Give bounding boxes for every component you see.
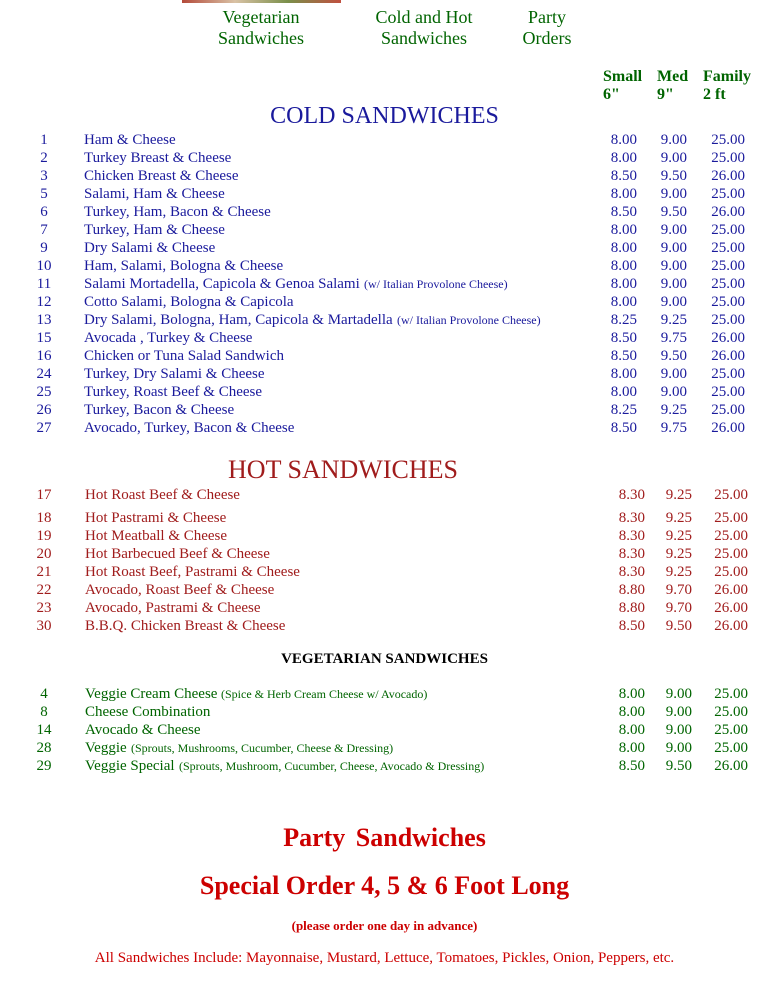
price-med: 9.00	[665, 722, 692, 738]
price-med: 9.00	[660, 366, 687, 382]
price-family: 26.00	[714, 758, 748, 774]
price-family: 25.00	[711, 222, 745, 238]
nav-cold-hot-line2: Sandwiches	[381, 28, 467, 48]
item-name: Avocado, Pastrami & Cheese	[85, 600, 261, 616]
item-number: 29	[36, 758, 52, 774]
item-name: Turkey Breast & Cheese	[84, 150, 232, 166]
menu-item-row	[0, 617, 769, 635]
item-number: 20	[36, 546, 52, 562]
item-number: 9	[40, 240, 48, 256]
menu-item-row	[0, 221, 769, 239]
item-number: 8	[40, 704, 48, 720]
item-number: 10	[36, 258, 52, 274]
item-note: (w/ Italian Provolone Cheese)	[364, 277, 508, 291]
price-small: 8.00	[610, 258, 637, 274]
special-order-heading: Special Order 4, 5 & 6 Foot Long	[199, 871, 570, 900]
menu-item-row	[0, 275, 769, 293]
price-family: 25.00	[711, 312, 745, 328]
item-name: Dry Salami, Bologna, Ham, Capicola & Martadella	[84, 312, 393, 328]
size-small-label: Small	[603, 68, 643, 85]
price-med: 9.00	[660, 132, 687, 148]
item-name: Avocado, Roast Beef & Cheese	[85, 582, 275, 598]
menu-item-row	[0, 347, 769, 365]
item-name: Hot Roast Beef & Cheese	[85, 487, 240, 503]
item-number: 7	[40, 222, 48, 238]
price-med: 9.50	[660, 168, 687, 184]
menu-item-row	[0, 509, 769, 527]
item-name: Salami Mortadella, Capicola & Genoa Salami	[84, 276, 360, 292]
menu-item-row	[0, 486, 769, 504]
menu-item-row	[0, 293, 769, 311]
item-name: Avocada , Turkey & Cheese	[84, 330, 253, 346]
item-name: Avocado, Turkey, Bacon & Cheese	[84, 420, 295, 436]
price-small: 8.00	[610, 240, 637, 256]
price-med: 9.50	[660, 348, 687, 364]
item-number: 1	[40, 132, 48, 148]
price-med: 9.00	[660, 240, 687, 256]
price-med: 9.25	[665, 510, 692, 526]
price-family: 25.00	[711, 402, 745, 418]
hot-section-title: HOT SANDWICHES	[228, 455, 458, 484]
menu-item-row	[0, 685, 769, 703]
item-number: 23	[36, 600, 52, 616]
size-family-value: 2 ft	[703, 86, 726, 103]
item-name: Cheese Combination	[85, 704, 211, 720]
price-family: 25.00	[711, 240, 745, 256]
size-header-med	[657, 68, 688, 104]
item-name: Turkey, Ham, Bacon & Cheese	[84, 204, 271, 220]
size-header-family	[703, 68, 751, 104]
size-small-value: 6"	[603, 86, 620, 103]
price-med: 9.25	[665, 564, 692, 580]
price-small: 8.50	[610, 420, 637, 436]
price-small: 8.00	[618, 704, 645, 720]
price-family: 25.00	[711, 132, 745, 148]
item-note: (Sprouts, Mushrooms, Cucumber, Cheese & Dressing)	[131, 741, 394, 755]
price-family: 25.00	[711, 276, 745, 292]
price-small: 8.50	[610, 204, 637, 220]
sandwich-includes-note: All Sandwiches Include: Mayonnaise, Mustard, Lettuce, Tomatoes, Pickles, Onion, Peppers, etc.	[94, 950, 675, 966]
item-name: Chicken Breast & Cheese	[84, 168, 239, 184]
item-number: 17	[36, 487, 52, 503]
price-med: 9.25	[660, 402, 687, 418]
item-name: Turkey, Dry Salami & Cheese	[84, 366, 265, 382]
price-family: 25.00	[711, 150, 745, 166]
menu-item-row	[0, 257, 769, 275]
menu-item-row	[0, 527, 769, 545]
item-name: Ham & Cheese	[84, 132, 176, 148]
item-number: 19	[36, 528, 52, 544]
item-number: 18	[36, 510, 52, 526]
price-small: 8.00	[618, 686, 645, 702]
price-family: 26.00	[714, 600, 748, 616]
item-name: Ham, Salami, Bologna & Cheese	[84, 258, 284, 274]
price-med: 9.00	[660, 276, 687, 292]
menu-item-row	[0, 563, 769, 581]
price-small: 8.80	[618, 582, 645, 598]
item-note: (w/ Italian Provolone Cheese)	[397, 313, 541, 327]
menu-item-row	[0, 329, 769, 347]
price-family: 25.00	[711, 384, 745, 400]
item-name: Dry Salami & Cheese	[84, 240, 216, 256]
price-small: 8.00	[610, 294, 637, 310]
price-family: 26.00	[711, 348, 745, 364]
item-name: Veggie Special	[85, 758, 175, 774]
menu-item-row	[0, 149, 769, 167]
item-name: Turkey, Ham & Cheese	[84, 222, 225, 238]
size-med-value: 9"	[657, 86, 674, 103]
menu-item-row	[0, 167, 769, 185]
item-number: 5	[40, 186, 48, 202]
price-small: 8.25	[610, 312, 637, 328]
price-small: 8.50	[618, 758, 645, 774]
price-small: 8.25	[610, 402, 637, 418]
nav-cold-hot-link[interactable]	[355, 7, 493, 49]
price-small: 8.00	[610, 276, 637, 292]
item-name: Turkey, Bacon & Cheese	[84, 402, 235, 418]
price-family: 25.00	[714, 510, 748, 526]
menu-item-row	[0, 721, 769, 739]
price-small: 8.00	[618, 740, 645, 756]
item-name: Cotto Salami, Bologna & Capicola	[84, 294, 294, 310]
price-family: 25.00	[714, 487, 748, 503]
price-family: 25.00	[711, 186, 745, 202]
price-small: 8.00	[610, 222, 637, 238]
item-number: 16	[36, 348, 52, 364]
vegetarian-section-title: VEGETARIAN SANDWICHES	[281, 651, 488, 667]
price-small: 8.00	[610, 384, 637, 400]
menu-item-row	[0, 419, 769, 437]
price-small: 8.00	[618, 722, 645, 738]
price-small: 8.00	[610, 132, 637, 148]
size-family-label: Family	[703, 68, 751, 85]
nav-vegetarian-line1: Vegetarian	[222, 7, 300, 27]
menu-item-row	[0, 545, 769, 563]
price-med: 9.75	[660, 420, 687, 436]
price-med: 9.00	[665, 704, 692, 720]
price-med: 9.25	[660, 312, 687, 328]
menu-item-row	[0, 311, 769, 329]
item-number: 14	[36, 722, 52, 738]
price-med: 9.70	[665, 582, 692, 598]
item-name: Hot Meatball & Cheese	[85, 528, 228, 544]
price-family: 25.00	[714, 564, 748, 580]
menu-item-row	[0, 203, 769, 221]
price-small: 8.30	[618, 510, 645, 526]
item-number: 21	[36, 564, 52, 580]
price-small: 8.00	[610, 366, 637, 382]
price-family: 25.00	[714, 704, 748, 720]
item-number: 15	[36, 330, 52, 346]
menu-item-row	[0, 131, 769, 149]
price-med: 9.50	[665, 758, 692, 774]
party-sandwiches-title: Party Sandwiches	[283, 823, 486, 852]
item-note: (Spice & Herb Cream Cheese w/ Avocado)	[221, 687, 428, 701]
price-family: 26.00	[714, 582, 748, 598]
item-name: Hot Roast Beef, Pastrami & Cheese	[85, 564, 300, 580]
item-number: 11	[36, 276, 52, 292]
size-med-label: Med	[657, 68, 689, 85]
item-number: 12	[36, 294, 52, 310]
item-number: 28	[36, 740, 52, 756]
item-name: Veggie Cream Cheese	[85, 686, 218, 702]
price-small: 8.30	[618, 564, 645, 580]
price-med: 9.00	[665, 686, 692, 702]
menu-item-row	[0, 739, 769, 757]
price-med: 9.25	[665, 487, 692, 503]
price-med: 9.50	[660, 204, 687, 220]
item-number: 24	[36, 366, 52, 382]
item-number: 27	[36, 420, 52, 436]
nav-party-line2: Orders	[522, 28, 572, 48]
item-number: 4	[40, 686, 48, 702]
price-small: 8.50	[610, 348, 637, 364]
nav-party-line1: Party	[528, 7, 566, 27]
price-small: 8.50	[618, 618, 645, 634]
price-med: 9.70	[665, 600, 692, 616]
price-small: 8.30	[618, 528, 645, 544]
item-name: Hot Barbecued Beef & Cheese	[85, 546, 270, 562]
price-small: 8.30	[618, 546, 645, 562]
price-med: 9.50	[665, 618, 692, 634]
item-name: Turkey, Roast Beef & Cheese	[84, 384, 263, 400]
price-med: 9.25	[665, 546, 692, 562]
nav-vegetarian-line2: Sandwiches	[218, 28, 304, 48]
menu-item-row	[0, 239, 769, 257]
item-number: 25	[36, 384, 52, 400]
price-family: 26.00	[711, 330, 745, 346]
price-family: 25.00	[714, 546, 748, 562]
price-small: 8.50	[610, 168, 637, 184]
price-small: 8.50	[610, 330, 637, 346]
price-family: 25.00	[714, 686, 748, 702]
item-number: 26	[36, 402, 52, 418]
price-small: 8.30	[618, 487, 645, 503]
price-family: 25.00	[714, 740, 748, 756]
price-small: 8.00	[610, 150, 637, 166]
nav-cold-hot-line1: Cold and Hot	[375, 7, 473, 27]
sandwich-photo	[182, 0, 341, 3]
item-number: 2	[40, 150, 48, 166]
menu-item-row	[0, 703, 769, 721]
item-name: Chicken or Tuna Salad Sandwich	[84, 348, 284, 364]
item-name: Avocado & Cheese	[85, 722, 201, 738]
item-number: 3	[40, 168, 48, 184]
price-med: 9.00	[660, 294, 687, 310]
item-number: 6	[40, 204, 48, 220]
item-name: Veggie	[85, 740, 127, 756]
price-med: 9.75	[660, 330, 687, 346]
price-family: 25.00	[714, 528, 748, 544]
price-family: 26.00	[711, 204, 745, 220]
nav-party-link[interactable]	[506, 7, 588, 49]
item-number: 22	[36, 582, 52, 598]
menu-item-row	[0, 401, 769, 419]
menu-item-row	[0, 599, 769, 617]
price-med: 9.00	[665, 740, 692, 756]
price-family: 26.00	[711, 420, 745, 436]
menu-item-row	[0, 757, 769, 775]
cold-section-title: COLD SANDWICHES	[270, 103, 499, 129]
price-med: 9.00	[660, 186, 687, 202]
price-family: 25.00	[711, 366, 745, 382]
nav-vegetarian-link[interactable]	[200, 7, 322, 49]
price-med: 9.00	[660, 222, 687, 238]
menu-item-row	[0, 185, 769, 203]
advance-order-note: (please order one day in advance)	[291, 918, 478, 933]
item-note: (Sprouts, Mushroom, Cucumber, Cheese, Avocado & Dressing)	[179, 759, 485, 773]
item-number: 13	[36, 312, 52, 328]
price-small: 8.00	[610, 186, 637, 202]
price-family: 26.00	[711, 168, 745, 184]
price-med: 9.00	[660, 258, 687, 274]
menu-item-row	[0, 365, 769, 383]
price-family: 26.00	[714, 618, 748, 634]
price-med: 9.00	[660, 384, 687, 400]
price-small: 8.80	[618, 600, 645, 616]
price-family: 25.00	[711, 258, 745, 274]
item-number: 30	[36, 618, 52, 634]
price-med: 9.00	[660, 150, 687, 166]
price-med: 9.25	[665, 528, 692, 544]
item-name: B.B.Q. Chicken Breast & Cheese	[85, 618, 286, 634]
menu-item-row	[0, 383, 769, 401]
menu-item-row	[0, 581, 769, 599]
price-family: 25.00	[711, 294, 745, 310]
item-name: Hot Pastrami & Cheese	[85, 510, 227, 526]
item-name: Salami, Ham & Cheese	[84, 186, 225, 202]
size-header-small	[603, 68, 642, 104]
price-family: 25.00	[714, 722, 748, 738]
